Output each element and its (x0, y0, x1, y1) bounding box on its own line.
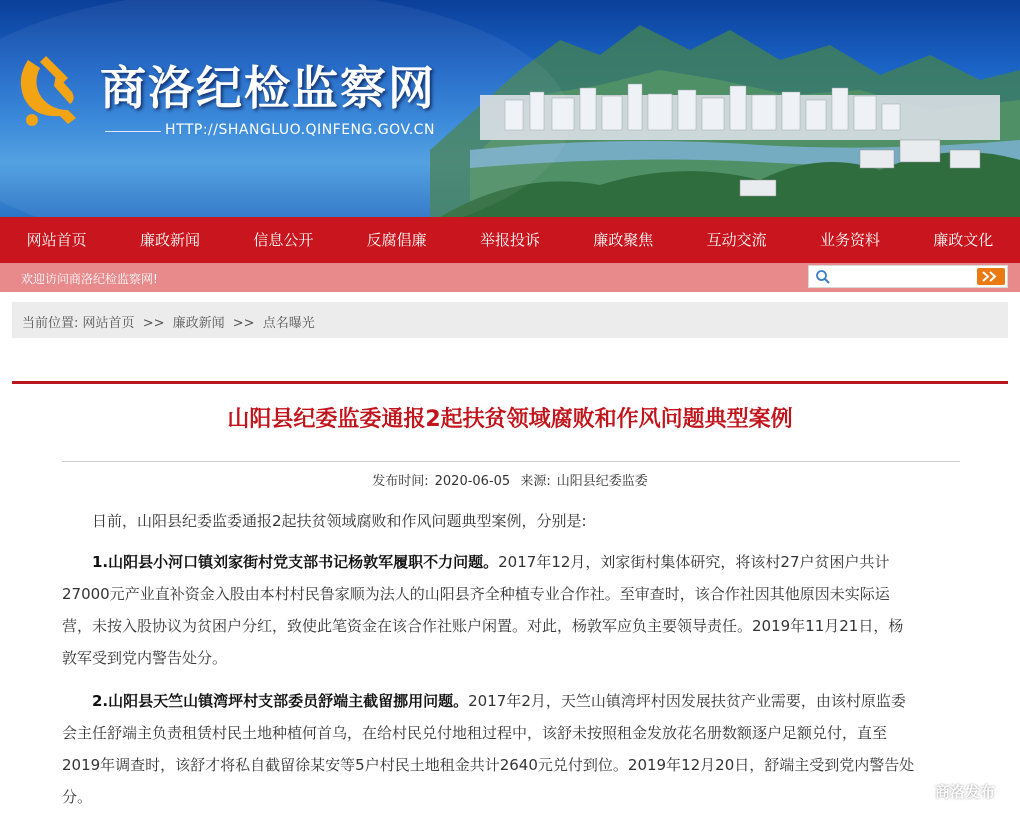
article-title: 山阳县纪委监委通报2起扶贫领域腐败和作风问题典型案例 (227, 407, 793, 432)
case-1-text: 营，未按入股协议为贫困户分红，致使此笔资金在该合作社账户闲置。对此，杨敦军应负主要领导责任。2019年11月21日，杨 (62, 617, 904, 635)
article-meta (0, 470, 1020, 489)
case-2-text: 分。 (62, 788, 93, 806)
nav-item-anti-corruption[interactable]: 反腐倡廉 (366, 231, 427, 249)
search-icon (815, 269, 831, 285)
case-2-text: 2017年2月，天竺山镇湾坪村因发展扶贫产业需要，由该村原监委 (468, 692, 906, 710)
article-top-rule (12, 381, 1008, 384)
search-box (808, 265, 1008, 288)
site-url: HTTP://SHANGLUO.QINFENG.GOV.CN (165, 122, 435, 138)
case-2-text: 会主任舒端主负责租赁村民土地种植何首乌，在给村民兑付地租过程中，该舒未按照租金发放花名册数额逐户足额兑付，直至 (62, 724, 888, 742)
case-2-heading: 2.山阳县天竺山镇湾坪村支部委员舒端主截留挪用问题。 (92, 692, 469, 710)
watermark-text: 商洛发布 (935, 783, 996, 801)
watermark (905, 778, 1017, 804)
search-input[interactable] (837, 268, 975, 285)
article-intro (62, 505, 962, 537)
source-value: 山阳县纪委监委 (556, 474, 648, 489)
breadcrumb-home[interactable]: 网站首页 (82, 316, 135, 331)
breadcrumb-separator: >> (142, 316, 165, 331)
title-divider (62, 461, 960, 462)
publish-label: 发布时间: (372, 474, 429, 489)
welcome-text: 欢迎访问商洛纪检监察网! (21, 272, 158, 286)
nav-item-focus[interactable]: 廉政聚焦 (593, 231, 654, 249)
nav-item-culture[interactable]: 廉政文化 (933, 231, 994, 249)
nav-item-info-public[interactable]: 信息公开 (253, 231, 314, 249)
main-nav (0, 217, 1020, 263)
case-2-text: 2019年调查时，该舒才将私自截留徐某安等5户村民土地租金共计2640元兑付到位。2019年12月20日，舒端主受到党内警告处 (62, 756, 915, 774)
intro-text: 日前，山阳县纪委监委通报2起扶贫领域腐败和作风问题典型案例，分别是: (92, 512, 587, 530)
breadcrumb-prefix: 当前位置: (22, 316, 79, 331)
nav-item-news[interactable]: 廉政新闻 (139, 231, 200, 249)
double-chevron-right-icon (982, 271, 1000, 282)
party-emblem-icon (8, 48, 88, 128)
case-1-text: 2017年12月，刘家街村集体研究，将该村27户贫困户共计 (498, 553, 890, 571)
source-label: 来源: (520, 474, 551, 489)
site-title: 商洛纪检监察网 (100, 61, 436, 115)
breadcrumb-current[interactable]: 点名曝光 (262, 316, 315, 331)
breadcrumb (12, 302, 1008, 338)
case-1-text: 27000元产业直补资金入股由本村村民鲁家顺为法人的山阳县齐全种植专业合作社。至审查时，该合作社因其他原因未实际运 (62, 585, 890, 603)
case-1-heading: 1.山阳县小河口镇刘家街村党支部书记杨敦军履职不力问题。 (92, 553, 499, 571)
watermark-logo-icon (905, 779, 929, 803)
site-banner (0, 0, 1020, 217)
nav-item-report[interactable]: 举报投诉 (479, 231, 540, 249)
breadcrumb-separator: >> (232, 316, 255, 331)
nav-item-resources[interactable]: 业务资料 (819, 231, 880, 249)
nav-item-home[interactable]: 网站首页 (26, 231, 87, 249)
publish-date: 2020-06-05 (434, 474, 511, 489)
case-1-paragraph (62, 546, 962, 674)
nav-item-interaction[interactable]: 互动交流 (706, 231, 767, 249)
case-2-paragraph (62, 685, 962, 813)
search-button[interactable] (977, 268, 1005, 285)
url-divider (105, 131, 161, 132)
breadcrumb-news[interactable]: 廉政新闻 (172, 316, 225, 331)
case-1-text: 敦军受到党内警告处分。 (62, 649, 228, 667)
